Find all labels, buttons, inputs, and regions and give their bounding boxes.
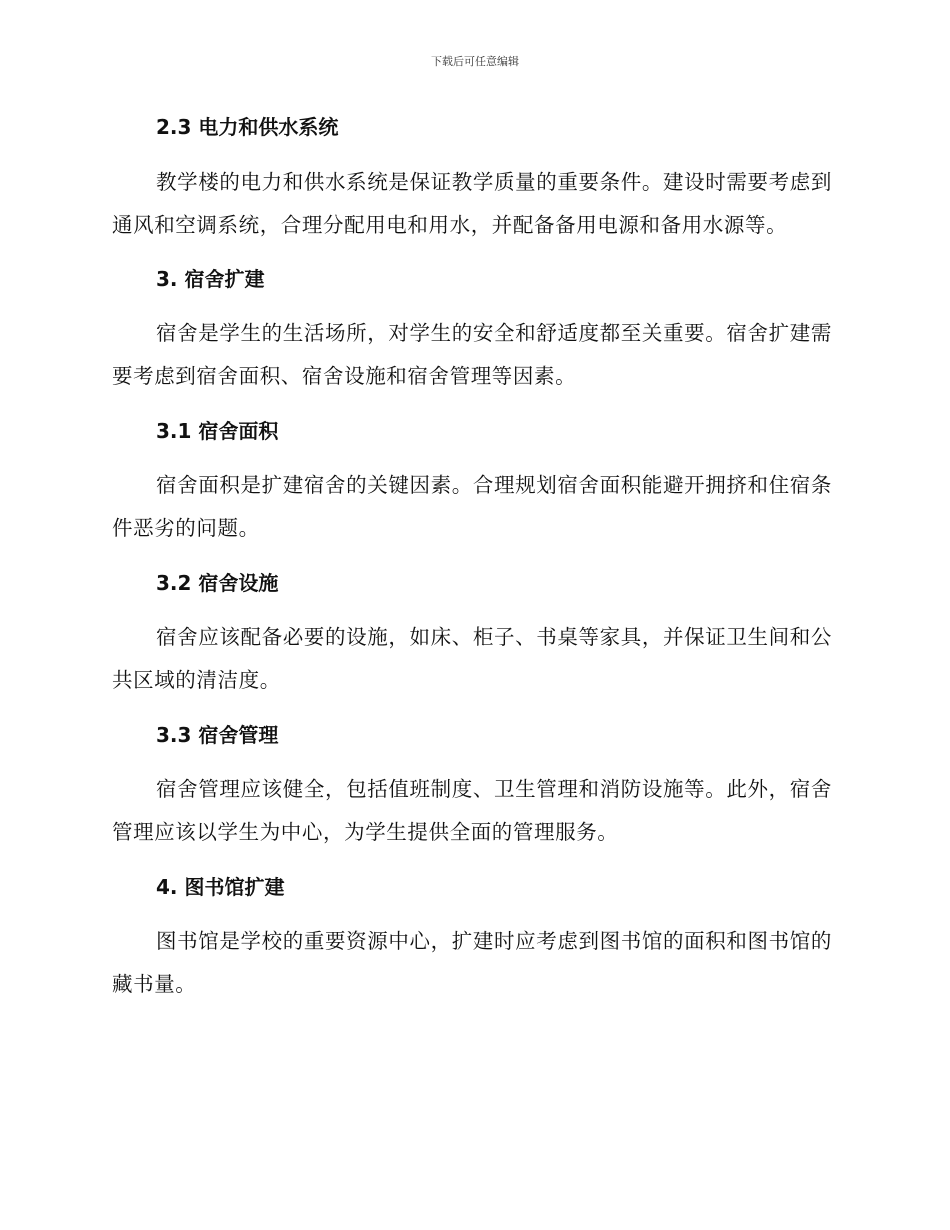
paragraph-3-1: 宿舍面积是扩建宿舍的关键因素。合理规划宿舍面积能避开拥挤和住宿条件恶劣的问题。 xyxy=(112,473,832,540)
heading-4: 4. 图书馆扩建 xyxy=(156,875,285,899)
paragraph-3-3: 宿舍管理应该健全，包括值班制度、卫生管理和消防设施等。此外，宿舍管理应该以学生为中心，为学生提供全面的管理服务。 xyxy=(112,777,832,844)
heading-3-1: 3.1 宿舍面积 xyxy=(156,419,279,443)
heading-3-3: 3.3 宿舍管理 xyxy=(156,723,279,747)
paragraph-3-2: 宿舍应该配备必要的设施，如床、柜子、书桌等家具，并保证卫生间和公共区域的清洁度。 xyxy=(112,625,832,692)
page-header: 下载后可任意编辑 xyxy=(431,55,519,68)
paragraph-3: 宿舍是学生的生活场所，对学生的安全和舒适度都至关重要。宿舍扩建需要考虑到宿舍面积、宿舍设施和宿舍管理等因素。 xyxy=(112,321,832,388)
heading-2-3: 2.3 电力和供水系统 xyxy=(156,115,339,139)
paragraph-2-3: 教学楼的电力和供水系统是保证教学质量的重要条件。建设时需要考虑到通风和空调系统，合理分配用电和用水，并配备备用电源和备用水源等。 xyxy=(112,170,832,237)
paragraph-4: 图书馆是学校的重要资源中心，扩建时应考虑到图书馆的面积和图书馆的藏书量。 xyxy=(112,929,832,996)
heading-3: 3. 宿舍扩建 xyxy=(156,267,265,291)
heading-3-2: 3.2 宿舍设施 xyxy=(156,571,279,595)
